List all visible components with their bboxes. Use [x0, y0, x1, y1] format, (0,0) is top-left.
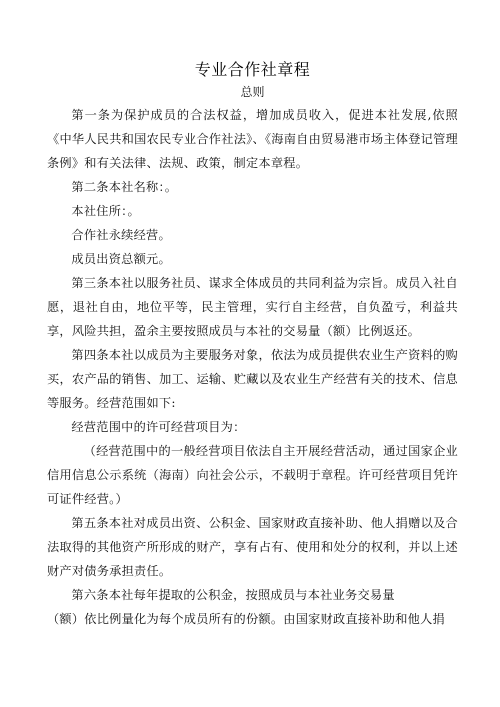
article-6-continued: （额）依比例量化为每个成员所有的份额。由国家财政直接补助和他人捐	[47, 612, 445, 626]
article-6: 第六条本社每年提取的公积金，按照成员与本社业务交易量	[71, 588, 395, 602]
article-2-duration: 合作社永续经营。	[71, 228, 171, 242]
document-title: 专业合作社章程	[194, 60, 311, 79]
article-2-capital: 成员出资总额元。	[71, 252, 171, 266]
article-3: 第三条本社以服务社员、谋求全体成员的共同利益为宗旨。成员入社自愿，退社自由，地位平等，民主管理，实行自主经营，自负盈亏，利益共享，风险共担，盈余主要按照成员与本社的交易量（额）比例返还。	[47, 276, 458, 338]
article-4-scope-note: （经营范围中的一般经营项目依法自主开展经营活动，通过国家企业信用信息公示系统（海南）向社会公示，不载明于章程。许可经营项目凭许可证件经营。）	[47, 444, 458, 506]
article-4: 第四条本社以成员为主要服务对象，依法为成员提供农业生产资料的购买，农产品的销售、加工、运输、贮藏以及农业生产经营有关的技术、信息等服务。经营范围如下:	[47, 348, 458, 410]
article-4-licensed-scope: 经营范围中的许可经营项目为：	[71, 420, 246, 434]
article-5: 第五条本社对成员出资、公积金、国家财政直接补助、他人捐赠以及合法取得的其他资产所形成的财产，享有占有、使用和处分的权利，并以上述财产对债务承担责任。	[47, 516, 458, 578]
article-2-name: 第二条本社名称：。	[71, 180, 178, 194]
section-heading: 总则	[240, 85, 265, 99]
article-1: 第一条为保护成员的合法权益，增加成员收入，促进本社发展,依照《中华人民共和国农民专业合作社法》、《海南自由贸易港市场主体登记管理条例》和有关法律、法规、政策，制定本章程。	[47, 108, 458, 170]
article-2-address: 本社住所：。	[71, 204, 140, 218]
